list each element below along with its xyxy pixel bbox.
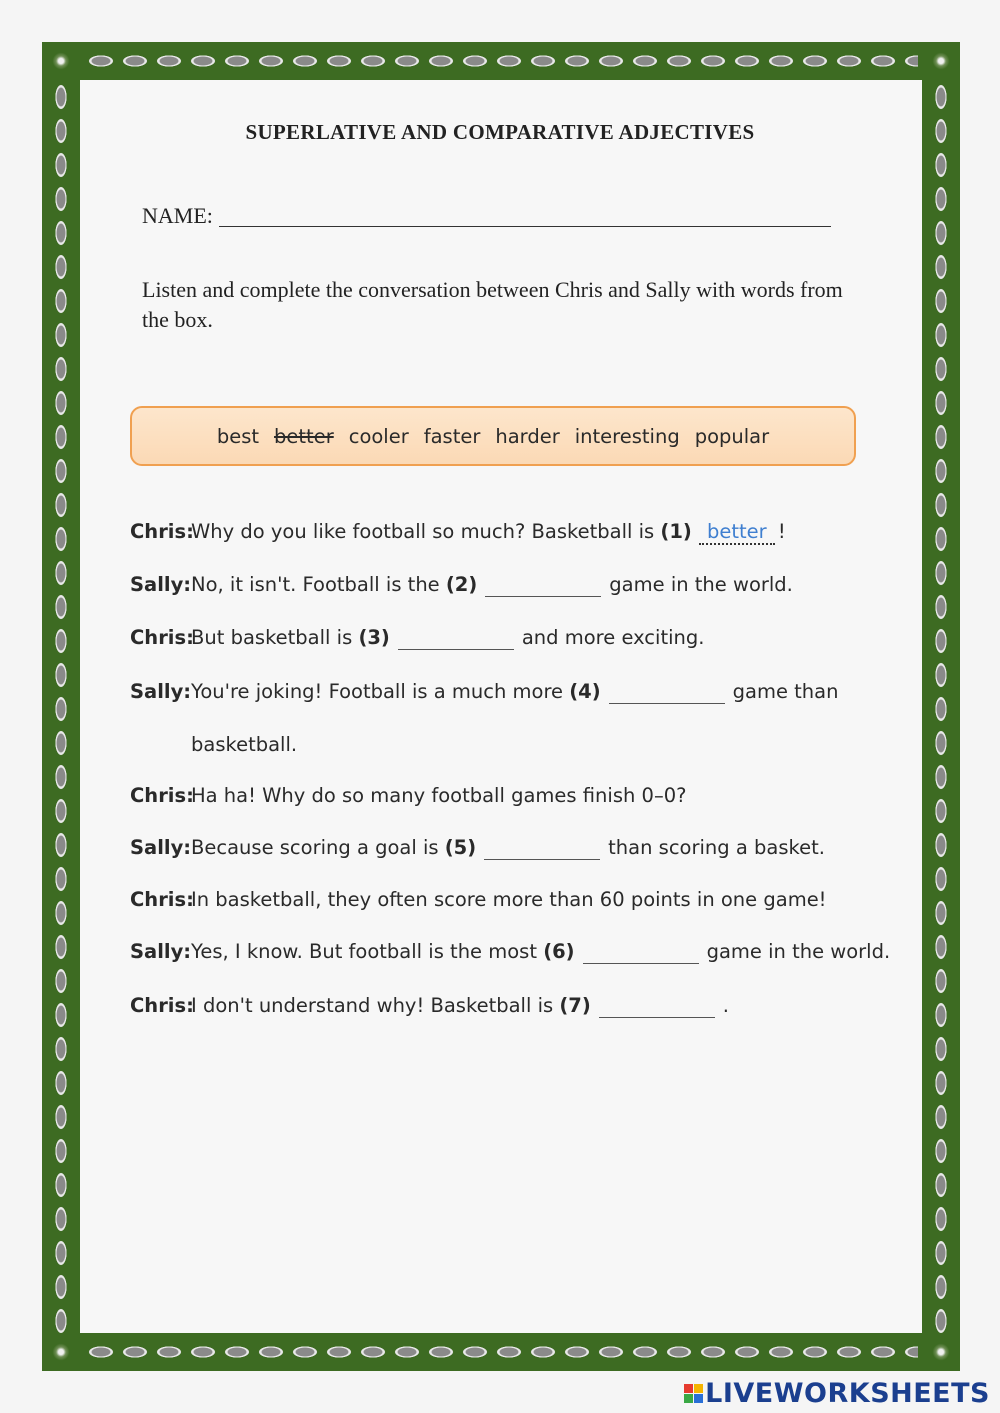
word-box [130, 406, 856, 466]
conversation-line [130, 784, 686, 807]
line-text-after: and more exciting. [521, 626, 705, 649]
word-box-word: harder [495, 424, 560, 448]
conversation-line [130, 626, 704, 650]
logo-text: LIVEWORKSHEETS [705, 1378, 990, 1409]
conversation-line [130, 680, 838, 704]
word-box-word: popular [694, 424, 770, 448]
answer-blank-3[interactable] [398, 629, 514, 650]
speaker-label: Chris: [130, 626, 194, 649]
line-text: In basketball, they often score more than 60 points in one game! [191, 888, 827, 911]
worksheet-title: SUPERLATIVE AND COMPARATIVE ADJECTIVES [245, 120, 755, 144]
speaker-label: Sally: [130, 573, 192, 596]
conversation-line [130, 520, 786, 545]
blank-number: (2) [445, 573, 478, 596]
line-text-after: than scoring a basket. [608, 836, 825, 859]
line-text: Ha ha! Why do so many football games finish 0–0? [191, 784, 687, 807]
line-text: Because scoring a goal is [191, 836, 445, 859]
word-box-word: faster [423, 424, 481, 448]
speaker-label: Sally: [130, 836, 192, 859]
speaker-label: Sally: [130, 680, 192, 703]
line-text: No, it isn't. Football is the [191, 573, 446, 596]
line-text: basketball. [191, 733, 298, 756]
corner-ornament [42, 1333, 80, 1371]
logo-icon [684, 1384, 703, 1403]
logo-square [694, 1384, 703, 1393]
name-label: NAME: [142, 203, 213, 228]
answer-blank-6[interactable] [583, 943, 699, 964]
border-left [42, 42, 80, 1371]
liveworksheets-logo[interactable] [684, 1378, 990, 1409]
blank-number: (3) [358, 626, 390, 649]
line-text-after: game in the world. [609, 573, 793, 596]
line-text-after: ! [777, 520, 786, 543]
conversation-line [130, 888, 827, 911]
blank-number: (5) [444, 836, 477, 859]
speaker-label: Chris: [130, 994, 194, 1017]
word-box-word: best [216, 424, 260, 448]
conversation-line [130, 733, 297, 756]
answer-blank-7[interactable] [599, 997, 715, 1018]
line-text: You're joking! Football is a much more [191, 680, 570, 703]
speaker-label: Chris: [130, 888, 194, 911]
word-box-word: interesting [574, 424, 680, 448]
line-text-after: . [722, 994, 729, 1017]
name-input-line[interactable] [219, 204, 831, 227]
line-text-after: game in the world. [706, 940, 891, 963]
speaker-label: Chris: [130, 520, 194, 543]
line-text: I don't understand why! Basketball is [191, 994, 560, 1017]
blank-number: (6) [543, 940, 575, 963]
line-text: Yes, I know. But football is the most [191, 940, 544, 963]
worksheet-page [80, 80, 922, 1333]
blank-number: (4) [569, 680, 601, 703]
line-text-after: game than [732, 680, 839, 703]
corner-ornament [922, 42, 960, 80]
answer-blank-2[interactable] [485, 576, 601, 597]
conversation-line [130, 573, 793, 597]
logo-square [684, 1394, 693, 1403]
logo-square [694, 1394, 703, 1403]
logo-square [684, 1384, 693, 1393]
border-bottom [42, 1333, 960, 1371]
name-row [142, 203, 831, 229]
conversation-line [130, 994, 729, 1018]
word-box-word: better [274, 424, 334, 448]
corner-ornament [922, 1333, 960, 1371]
instructions: Listen and complete the conversation between Chris and Sally with words from the box. [142, 277, 843, 332]
speaker-label: Sally: [130, 940, 192, 963]
border-top [42, 42, 960, 80]
answer-filled[interactable]: better [699, 520, 775, 545]
line-text: But basketball is [191, 626, 359, 649]
conversation-line [130, 940, 890, 964]
conversation-line [130, 836, 825, 860]
answer-blank-4[interactable] [609, 683, 725, 704]
line-text: Why do you like football so much? Basketball is [191, 520, 661, 543]
answer-blank-5[interactable] [484, 839, 600, 860]
border-right [922, 42, 960, 1371]
blank-number: (7) [559, 994, 591, 1017]
speaker-label: Chris: [130, 784, 194, 807]
word-box-word: cooler [348, 424, 409, 448]
corner-ornament [42, 42, 80, 80]
blank-number: (1) [660, 520, 692, 543]
